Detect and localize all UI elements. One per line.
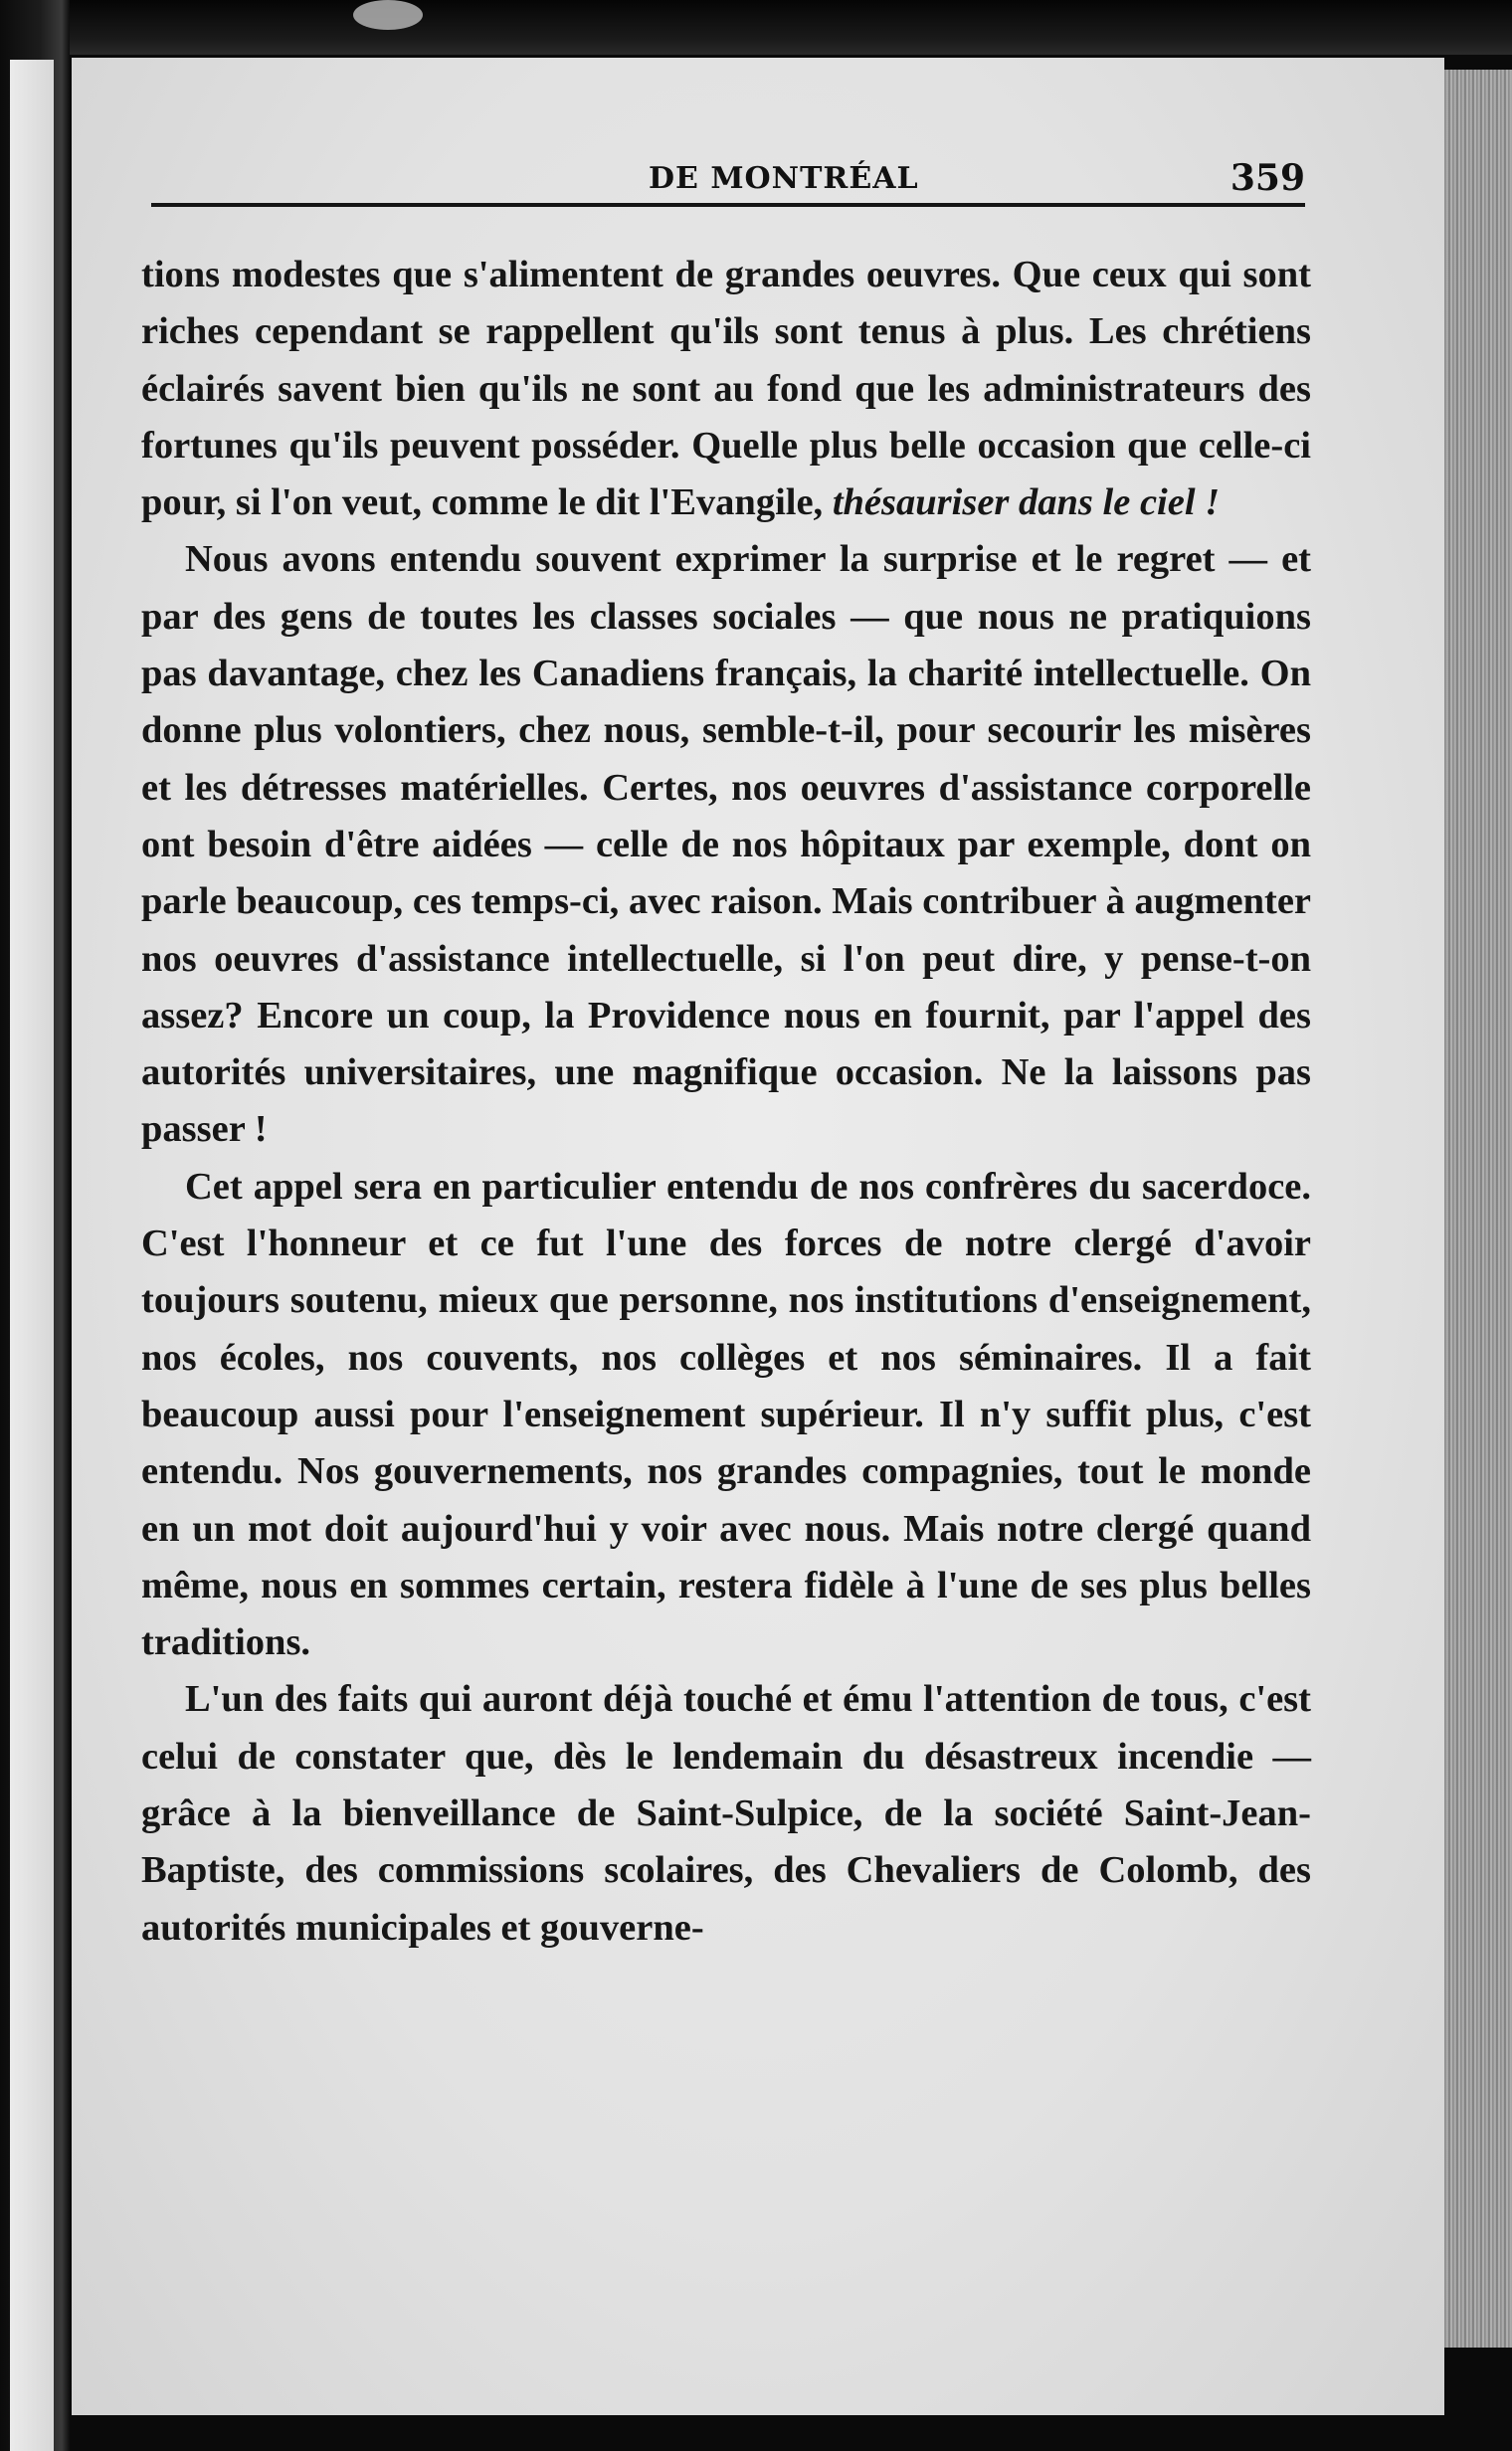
book-page bbox=[72, 58, 1444, 2415]
paragraph-1-italic: thésauriser dans le ciel ! bbox=[832, 481, 1221, 524]
paragraph-3: Cet appel sera en particulier entendu de nos confrères du sacerdoce. C'est l'honneur et ce fut l'une des forces de notre clergé d'avoir toujours soutenu, mieux que personne, nos institutions d'enseignement, nos écoles, nos couvents, nos collèges et nos séminaires. Il a fait beaucoup aussi pour l'enseignement supérieur. Il n'y suffit plus, c'est entendu. Nos gouvernements, nos grandes compagnies, tout le monde en un mot doit aujourd'hui y voir avec nous. Mais notre clergé quand même, nous en sommes certain, restera fidèle à l'une de ses plus belles traditions. bbox=[141, 1165, 1311, 1664]
scan-smudge bbox=[353, 0, 423, 30]
page-header bbox=[151, 157, 1305, 207]
paragraph-1-text: tions modestes que s'alimentent de grandes oeuvres. Que ceux qui sont riches cependant se rappellent qu'ils sont tenus à plus. Les chrétiens éclairés savent bien qu'ils ne sont au fond que les administrateurs des fortunes qu'ils peuvent posséder. Quelle plus belle occasion que celle-ci pour, si l'on veut, comme le dit l'Evangile, bbox=[141, 254, 1311, 524]
paragraph-2: Nous avons entendu souvent exprimer la surprise et le regret — et par des gens de toutes les classes sociales — que nous ne pratiquions pas davantage, chez les Canadiens français, la charité intellectuelle. On donne plus volontiers, chez nous, semble-t-il, pour secourir les misères et les détresses matérielles. Certes, nos oeuvres d'assistance corporelle ont besoin d'être aidées — celle de nos hôpitaux par exemple, dont on parle beaucoup, ces temps-ci, avec raison. Mais contribuer à augmenter nos oeuvres d'assistance intellectuelle, si l'on peut dire, y pense-t-on assez? Encore un coup, la Providence nous en fournit, par l'appel des autorités universitaires, une magnifique occasion. Ne la laissons pas passer ! bbox=[141, 538, 1311, 1151]
paragraph-4: L'un des faits qui auront déjà touché et ému l'attention de tous, c'est celui de constater que, dès le lendemain du désastreux incendie — grâce à la bienveillance de Saint-Sulpice, de la société Saint-Jean-Baptiste, des commissions scolaires, des Chevaliers de Colomb, des autorités municipales et gouverne- bbox=[141, 1678, 1311, 1949]
paragraph-1 bbox=[141, 247, 1311, 531]
header-rule bbox=[151, 203, 1305, 207]
page-edge-stack bbox=[1437, 70, 1512, 2348]
page-number: 359 bbox=[1229, 157, 1305, 199]
facing-page-edge bbox=[10, 60, 54, 2451]
binding-shadow-top bbox=[0, 0, 1512, 55]
running-head: DE MONTRÉAL bbox=[649, 161, 919, 196]
body-text bbox=[141, 247, 1311, 1957]
